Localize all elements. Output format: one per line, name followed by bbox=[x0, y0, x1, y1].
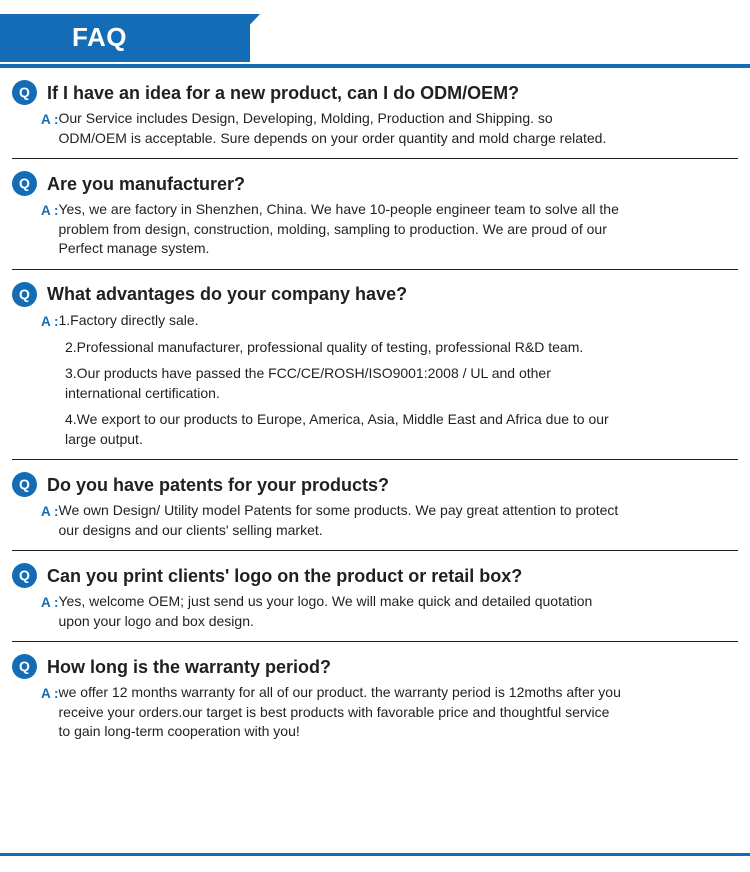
answer-line: to gain long-term cooperation with you! bbox=[58, 723, 300, 739]
answer-line: receive your orders.our target is best products with favorable price and thoughtful service bbox=[58, 703, 610, 720]
faq-answer-text bbox=[59, 501, 619, 540]
answer-line: 1.Factory directly sale. bbox=[58, 311, 199, 328]
answer-line: Yes, welcome OEM; just send us your logo. We will make quick and detailed quotation bbox=[58, 593, 593, 609]
faq-answer-extra bbox=[41, 364, 738, 403]
faq-answer-row bbox=[12, 501, 738, 540]
faq-answer-text bbox=[59, 592, 593, 631]
faq-question-row bbox=[12, 472, 738, 497]
answer-line: Yes, we are factory in Shenzhen, China. We have 10-people engineer team to solve all the bbox=[58, 201, 619, 217]
answer-line: 4.We export to our products to Europe, America, Asia, Middle East and Africa due to our bbox=[65, 411, 609, 427]
faq-answer-row bbox=[12, 109, 738, 148]
faq-answer-row bbox=[12, 200, 738, 259]
question-badge-icon: Q bbox=[12, 654, 37, 679]
faq-question-row bbox=[12, 171, 738, 196]
answer-line: large output. bbox=[65, 430, 143, 447]
faq-item bbox=[12, 551, 738, 642]
answer-badge-label: A : bbox=[41, 112, 59, 127]
answer-line: we offer 12 months warranty for all of our product. the warranty period is 12moths after you bbox=[58, 684, 621, 700]
faq-answer-text bbox=[59, 200, 619, 259]
faq-item bbox=[12, 159, 738, 270]
answer-line: international certification. bbox=[65, 384, 220, 401]
answer-badge-label: A : bbox=[41, 686, 59, 701]
faq-answer-extra bbox=[41, 338, 738, 358]
answer-line: upon your logo and box design. bbox=[58, 612, 254, 629]
faq-question-text: If I have an idea for a new product, can I do ODM/OEM? bbox=[47, 82, 520, 103]
answer-line: problem from design, construction, molding, sampling to production. We are proud of our bbox=[58, 220, 607, 237]
answer-badge-label: A : bbox=[41, 313, 59, 329]
faq-item bbox=[12, 68, 738, 159]
faq-item bbox=[12, 270, 738, 461]
faq-question-row bbox=[12, 654, 738, 679]
faq-answer-row bbox=[12, 683, 738, 742]
answer-line: We own Design/ Utility model Patents for some products. We pay great attention to protect bbox=[58, 502, 619, 518]
answer-badge-label: A : bbox=[41, 595, 59, 610]
answer-badge-label: A : bbox=[41, 203, 59, 218]
faq-question-text: How long is the warranty period? bbox=[47, 656, 332, 677]
answer-line: Our Service includes Design, Developing, Molding, Production and Shipping. so bbox=[58, 110, 553, 126]
faq-answer-block bbox=[12, 311, 738, 450]
faq-item bbox=[12, 460, 738, 551]
question-badge-icon: Q bbox=[12, 171, 37, 196]
faq-question-row bbox=[12, 282, 738, 307]
answer-badge-label: A : bbox=[41, 504, 59, 519]
faq-answer-text bbox=[59, 683, 621, 742]
question-badge-icon: Q bbox=[12, 472, 37, 497]
answer-line: Perfect manage system. bbox=[58, 240, 210, 256]
question-badge-icon: Q bbox=[12, 80, 37, 105]
faq-question-row bbox=[12, 563, 738, 588]
faq-question-text: Can you print clients' logo on the product or retail box? bbox=[47, 565, 523, 586]
answer-line: 2.Professional manufacturer, professional quality of testing, professional R&D team. bbox=[65, 338, 584, 355]
faq-answer-text bbox=[59, 109, 607, 148]
footer-divider bbox=[0, 853, 750, 856]
header-wedge-decoration bbox=[215, 14, 260, 62]
page-title: FAQ bbox=[72, 22, 127, 52]
answer-line: 3.Our products have passed the FCC/CE/ROSH/ISO9001:2008 / UL and other bbox=[65, 365, 551, 381]
faq-answer-row bbox=[41, 311, 738, 331]
question-badge-icon: Q bbox=[12, 563, 37, 588]
answer-line: our designs and our clients' selling market. bbox=[58, 521, 323, 538]
faq-question-text: Do you have patents for your products? bbox=[47, 474, 390, 495]
faq-question-text: What advantages do your company have? bbox=[47, 284, 408, 304]
faq-item bbox=[12, 642, 738, 752]
faq-question-row bbox=[12, 80, 738, 105]
question-badge-icon: Q bbox=[12, 282, 37, 307]
page-header bbox=[0, 0, 750, 68]
faq-question-text: Are you manufacturer? bbox=[47, 173, 246, 194]
faq-answer-row bbox=[12, 592, 738, 631]
answer-line: ODM/OEM is acceptable. Sure depends on your order quantity and mold charge related. bbox=[58, 129, 607, 146]
faq-list bbox=[0, 68, 750, 752]
faq-answer-extra bbox=[41, 410, 738, 449]
faq-answer-text bbox=[59, 311, 199, 331]
